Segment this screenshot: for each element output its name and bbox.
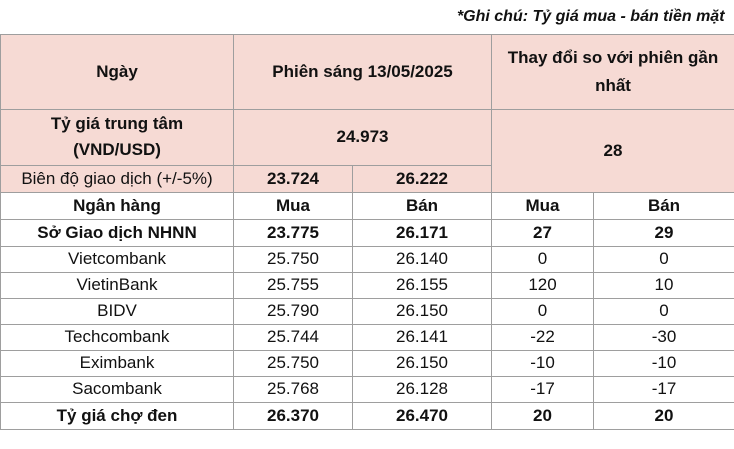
table-row — [1, 402, 734, 429]
bank-name: Vietcombank — [1, 246, 234, 272]
sell-change: -17 — [594, 376, 734, 402]
sell-change: 10 — [594, 272, 734, 298]
central-rate-value: 24.973 — [234, 109, 492, 165]
sell-rate: 26.128 — [353, 376, 492, 402]
band-label: Biên độ giao dịch (+/-5%) — [1, 165, 234, 192]
bank-column-header: Ngân hàng — [1, 192, 234, 219]
central-rate-row — [1, 109, 734, 165]
sell-rate: 26.150 — [353, 350, 492, 376]
note-text: *Ghi chú: Tỷ giá mua - bán tiền mặt — [456, 7, 725, 25]
sell-change: 0 — [594, 246, 734, 272]
buy-change: -10 — [492, 350, 594, 376]
buy-rate: 25.790 — [234, 298, 353, 324]
sell-change: 0 — [594, 298, 734, 324]
central-rate-change: 28 — [492, 109, 734, 192]
sell-rate: 26.150 — [353, 298, 492, 324]
buy-column-header: Mua — [234, 192, 353, 219]
sell-change: -30 — [594, 324, 734, 350]
buy-rate: 25.755 — [234, 272, 353, 298]
sell-rate: 26.141 — [353, 324, 492, 350]
buy-change: 0 — [492, 298, 594, 324]
band-high: 26.222 — [353, 165, 492, 192]
sell-rate: 26.140 — [353, 246, 492, 272]
bank-name: VietinBank — [1, 272, 234, 298]
buy-change: 120 — [492, 272, 594, 298]
buy-rate: 25.768 — [234, 376, 353, 402]
buy-change: 0 — [492, 246, 594, 272]
table-row — [1, 298, 734, 324]
buy-change: 20 — [492, 402, 594, 429]
sell-column-header: Bán — [353, 192, 492, 219]
table-row — [1, 376, 734, 402]
change-sell-column-header: Bán — [594, 192, 734, 219]
sell-change: -10 — [594, 350, 734, 376]
table-row — [1, 246, 734, 272]
table-row — [1, 219, 734, 246]
buy-rate: 25.750 — [234, 350, 353, 376]
note-row — [1, 0, 734, 34]
table-row — [1, 272, 734, 298]
table-row — [1, 324, 734, 350]
bank-name: Sở Giao dịch NHNN — [1, 219, 234, 246]
date-header: Ngày — [1, 34, 234, 109]
change-buy-column-header: Mua — [492, 192, 594, 219]
buy-rate: 25.744 — [234, 324, 353, 350]
bank-name: Sacombank — [1, 376, 234, 402]
header-row — [1, 34, 734, 109]
table-row — [1, 350, 734, 376]
bank-name: Eximbank — [1, 350, 234, 376]
sell-rate: 26.171 — [353, 219, 492, 246]
bank-name: Tỷ giá chợ đen — [1, 402, 234, 429]
central-rate-label: Tỷ giá trung tâm (VND/USD) — [1, 109, 234, 165]
sell-rate: 26.470 — [353, 402, 492, 429]
buy-change: -17 — [492, 376, 594, 402]
session-header: Phiên sáng 13/05/2025 — [234, 34, 492, 109]
bank-name: BIDV — [1, 298, 234, 324]
buy-change: -22 — [492, 324, 594, 350]
sell-rate: 26.155 — [353, 272, 492, 298]
bank-name: Techcombank — [1, 324, 234, 350]
sell-change: 20 — [594, 402, 734, 429]
change-header: Thay đổi so với phiên gần nhất — [492, 34, 734, 109]
column-header-row — [1, 192, 734, 219]
sell-change: 29 — [594, 219, 734, 246]
buy-change: 27 — [492, 219, 594, 246]
buy-rate: 23.775 — [234, 219, 353, 246]
buy-rate: 25.750 — [234, 246, 353, 272]
band-low: 23.724 — [234, 165, 353, 192]
buy-rate: 26.370 — [234, 402, 353, 429]
